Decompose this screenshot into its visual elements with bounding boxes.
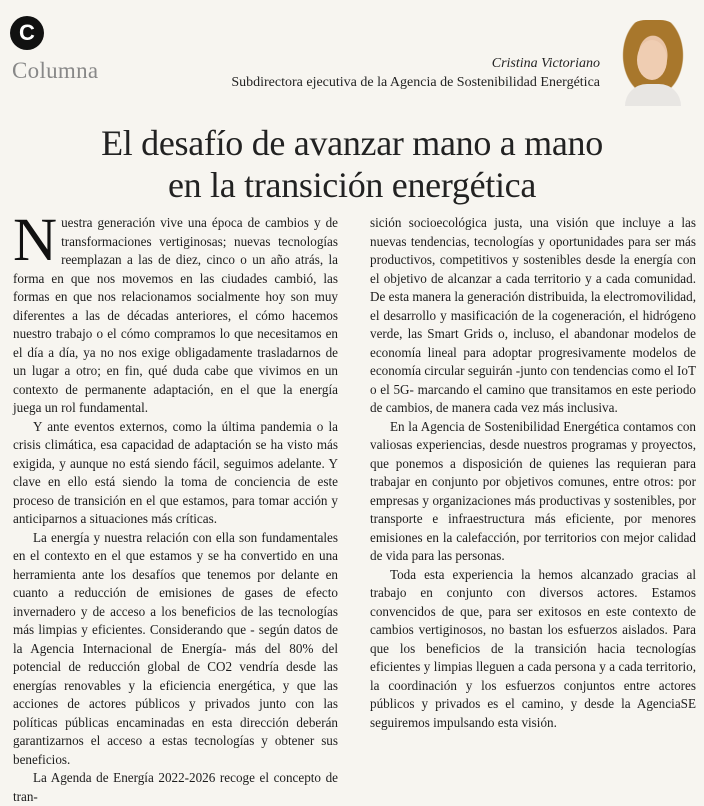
paragraph bbox=[13, 207, 338, 418]
author-photo-face bbox=[637, 40, 667, 80]
author-byline bbox=[231, 55, 600, 93]
article-headline bbox=[0, 122, 704, 206]
article-column-right bbox=[370, 214, 696, 732]
article-column-left bbox=[13, 207, 338, 806]
paragraph-text: uestra generación vive una época de cambios y de transformaciones vertiginosas; nuevas tecnologías reemplazan a las de diez, cinco o un año atrás, la forma en que nos movemos en las ciudades cambió, las formas en que nos relacionamos socialmente hoy son muy diferentes a las de décadas anteriores, el cómo hacemos nuestro trabajo o el cómo compramos lo que necesitamos en el día a día, ya no nos exige obligadamente trasladarnos de un lugar a otro; en fin, qué duda cabe que vivimos en un contexto de permanente adaptación, en el que la energía juega un rol fundamental. bbox=[13, 215, 338, 415]
drop-cap: N bbox=[13, 207, 58, 274]
author-photo-shirt bbox=[625, 84, 681, 106]
author-role: Subdirectora ejecutiva de la Agencia de Sostenibilidad Energética bbox=[231, 75, 600, 90]
headline-line-2: en la transición energética bbox=[167, 165, 537, 205]
author-photo bbox=[617, 20, 689, 104]
paragraph: La Agenda de Energía 2022-2026 recoge el concepto de tran- bbox=[13, 770, 338, 804]
paragraph: sición socioecológica justa, una visión que incluye a las nuevas tendencias, tecnologías y oportunidades para ser más productivos, competitivos y sostenibles desde la energía con el objetivo de alcanzar a cada territorio y a cada comunidad. De esta manera la generación distribuida, la electromovilidad, el desarrollo y masificación de la cogeneración, el hidrógeno verde, las Smart Grids o, incluso, el abandonar modelos de economía lineal para adoptar progresivamente modelos de economía circular seguirán -junto con tendencias como el IoT o el 5G- marcando el camino que transitamos en este periodo de cambios, de manera cada vez más inclusiva. bbox=[370, 215, 696, 415]
paragraph: En la Agencia de Sostenibilidad Energética contamos con valiosas experiencias, desde nuestros programas y proyectos, que ponemos a disposición de quienes las requieran para trabajar en conjunto por objetivos comunes, entre otros: por empresas y organizaciones más productivas y sostenibles, por transporte e infraestructura más eficiente, por menores emisiones en la calefacción, por territorios con mejor calidad de vida para las personas. bbox=[370, 418, 696, 563]
section-label: Columna bbox=[12, 58, 99, 83]
headline-line-1: El desafío de avanzar mano a mano bbox=[101, 123, 603, 163]
paragraph: La energía y nuestra relación con ella son fundamentales en el contexto en el que estamos y se ha convertido en una herramienta ante los desafíos que tenemos por delante en cuanto a reducción de emisiones de gases de efecto invernadero y de acceso a los beneficios de las tecnologías más limpias y eficientes. Considerando que - según datos de la Agencia Internacional de Energía- más del 80% del potencial de reducción global de CO2 vendría desde las energías renovables y la eficiencia energética, y que las acciones de actores públicos y privados junto con las políticas públicas encaminadas en esta dirección deberán garantizarnos el acceso a estas tecnologías y obtener sus beneficios. bbox=[13, 529, 338, 767]
publication-logo: C bbox=[10, 16, 44, 50]
paragraph: Y ante eventos externos, como la última pandemia o la crisis climática, esa capacidad de adaptación se ha visto más exigida, y aunque no está siendo fácil, seguimos adelante. Y clave en ello está siendo la toma de conciencia de este proceso de transición en el que estamos, para tomar acción y anticiparnos a situaciones más críticas. bbox=[13, 418, 338, 526]
author-name: Cristina Victoriano bbox=[491, 56, 600, 71]
paragraph: Toda esta experiencia la hemos alcanzado gracias al trabajo en conjunto con diversos actores. Estamos convencidos de que, para ser exitosos en este contexto de cambios vertiginosos, no bastan los esfuerzos aislados. Para que los beneficios de la transición hacia tecnologías eficientes y limpias lleguen a cada persona y a cada territorio, la coordinación y los esfuerzos conjuntos entre actores públicos y privados es el camino, y desde la AgenciaSE seguiremos impulsando esta visión. bbox=[370, 566, 696, 730]
